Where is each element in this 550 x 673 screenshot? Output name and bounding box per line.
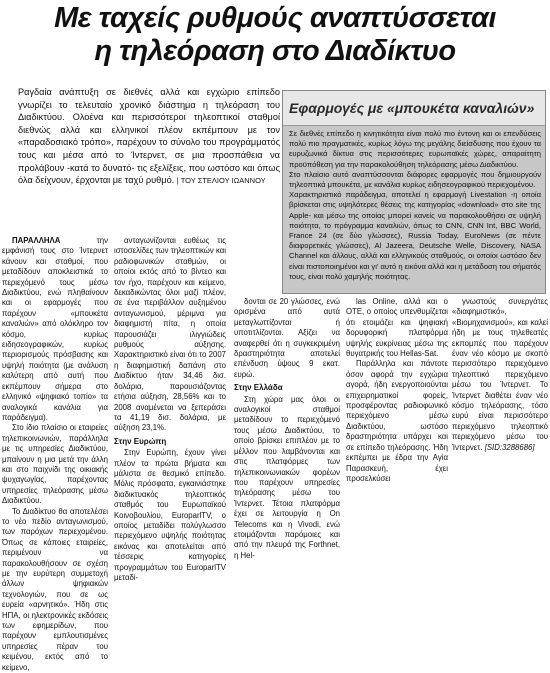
body-paragraph bbox=[452, 297, 548, 453]
subheading: Στην Ελλάδα bbox=[234, 383, 283, 393]
body-column-2 bbox=[114, 236, 226, 583]
body-column-1 bbox=[2, 236, 108, 673]
body-column-3 bbox=[234, 297, 340, 561]
body-column-4 bbox=[346, 297, 448, 484]
body-paragraph: Παράλληλα και πάντοτε όσον αφορά την εγχώρια αγορά, ήδη ενεργοποιούνται επιχειρηματικοί φορείς, προσφέροντας ραδιοφωνικό περιεχόμενο μέσω Διαδικτύου, ωστόσο δραστηριότητα υπάρχει και σε επίπεδο τηλεόρασης. Ήδη εκπέμπει με έδρα την Αγία Παρασκευή, έχει προσελκύσει bbox=[346, 359, 448, 483]
body-column-5 bbox=[452, 297, 548, 453]
body-paragraph: Στη χώρα μας όλοι οι αναλογικοί σταθμοί μεταδίδουν το περιεχόμενό τους μέσω Διαδικτύου, το οποίο βρίσκει επιπλέον με το μέλλον που λαμβάνονται και στις πλατφόρμες των τηλεπικοινωνιακών φορέων που παρέχουν υπηρεσίες τηλεόρασης μέσω του Ίντερνετ. Τέτοια πλατφόρμα έχει σε λειτουργία η On Telecoms και η Vivodi, ενώ ετοιμάζονται παρόμοιες και από την πλευρά της Forthnet, η Hel- bbox=[234, 394, 340, 560]
body-paragraph: δονται σε 20 γλώσσες, ενώ ορισμένα από αυτά μεταγλωττίζονται ή υποτιτλίζονται. Αξίζει να αναφερθεί ότι η συγκεκριμένη δραστηριότητα αποτελεί επένδυση ύψους 9 εκατ. ευρώ. bbox=[234, 297, 340, 379]
lead-credit-text: ΤΟΥ ΣΤΕΛΙΟΥ ΙΩΑΝΝΟΥ bbox=[180, 176, 266, 186]
lead-text: Ραγδαία ανάπτυξη σε διεθνές αλλά και εγχώριο επίπεδο γνωρίζει το τελευταίο χρονικό διάστημα η τηλεόραση του Διαδικτύου. Ολοένα και περισσότεροι τηλεοπτικοί σταθμοί διεθνώς αλλά και ελληνικοί πλέον εκπέμπουν με τον «παραδοσιακό τρόπο», παρέχουν το σύνολο του προγράμματός τους και μέσα από το Ίντερνετ, σε μια προσπάθεια να προλάβουν -κατά το δυνατό- τις εξελίξεις, που ωστόσο και όπως όλα δείχνουν, έρχονται με ταχύ ρυθμό. bbox=[18, 87, 280, 186]
inset-box bbox=[282, 90, 546, 294]
body-paragraph: las Online, αλλά και ο ΟΤΕ, ο οποίος υπενθυμίζεται ότι ετοιμάζει και ψηφιακή δορυφορική πλατφόρμα υψηλής ευκρίνειας μέσω της θυγατρικής του Hellas-Sat. bbox=[346, 297, 448, 359]
inset-body bbox=[289, 129, 541, 282]
inset-paragraph: Σε διεθνές επίπεδο η κινητικότητα είναι πολύ πιο έντονη και οι επενδύσεις πολύ πιο πραγματικές, κυρίως λόγω της μεγάλης διείσδυσης που έχουν τα ευρυζωνικά δίκτυα στις περισσότερες ευρωπαϊκές χώρες, απαραίτητη προϋπόθεση για την παρακολούθηση τηλεόρασης μέσω Διαδικτύου. bbox=[289, 129, 541, 169]
inset-title: Εφαρμογές με «μπουκέτα καναλιών» bbox=[289, 100, 535, 116]
inset-paragraph: Στο πλαίσιο αυτό αναπτύσσονται διάφορες εφαρμογές που δημιουργούν τηλεοπτικά μπουκέτα, με κανάλια κυρίως ειδησεογραφικού περιεχομένου. bbox=[289, 169, 541, 190]
body-text: την εμφάνισή τους στο Ίντερνετ κάνουν και σταθμοί, που μεταδίδουν αποκλειστικά το περιεχόμενό τους μέσω Διαδικτύου, ενώ πληθαίνουν και οι εφαρμογές που παρέχουν «μπουκέτα καναλιών» από ολόκληρο τον κόσμο, κυρίως ειδησεογραφικών, κυρίως περιορισμούς πρόσβασης και υψηλή ποιότητα (με ανάλυση καλύτερη από αυτή που εκπέμπουν σήμερα στο ελληνικό «ψηφιακό τοπίο» τα αναλογικά κανάλια για παράδειγμα). bbox=[2, 236, 108, 422]
lead-paragraph bbox=[18, 86, 280, 188]
body-paragraph: Στην Ευρώπη, έχουν γίνει πλέον τα πρώτα βήματα και μάλιστα σε θεσμικό επίπεδο. Μόλις πρόσφατα, εγκαινιάστηκε διαδικτυακός τηλεοπτικός σταθμός του Ευρωπαϊκού Κοινοβουλίου, EuroparlTV, ο οποίος μεταδίδει πολύγλωσσο περιεχόμενο υψηλής ποιότητας εικόνας και αποτελείται από τέσσερις κατηγορίες προγραμμάτων του EuroparlTV μεταδί- bbox=[114, 448, 226, 582]
headline-line-1: Με ταχείς ρυθμούς αναπτύσσεται bbox=[54, 2, 496, 34]
article-headline bbox=[0, 2, 550, 68]
body-paragraph: Στο ίδιο πλαίσιο οι εταιρείες τηλεπικοινωνιών, παράλληλα με τις υπηρεσίες Διαδικτύου, μπαίνουν η μια μετά την άλλη και στο παιχνίδι της οικιακής ψυχαγωγίας, παρέχοντας υπηρεσίες τηλεόρασης μέσω Διαδικτύου. bbox=[2, 423, 108, 506]
body-paragraph: Το Διαδίκτυο θα αποτελέσει το νέο πεδίο ανταγωνισμού, των παρόχων περιεχομένου. Όπως σε κάποιες εταιρείες, περιμένουν να παρακολουθήσουν σε σχέση με την ευρύτερη συμμετοχή άλλων ψηφιακών τεχνολογιών, που σε ως ευρεία «αρνητικό». Ήδη στις ΗΠΑ, οι ηλεκτρονικές εκδόσεις των εφημερίδων, που παρέχουν εμπλουτισμένες υπηρεσίες πέραν του κειμένου, εκτός από το κείμενο, bbox=[2, 506, 108, 672]
body-paragraph bbox=[2, 236, 108, 423]
subheading: Στην Ευρώπη bbox=[114, 436, 167, 446]
lead-credit: | ΤΟΥ ΣΤΕΛΙΟΥ ΙΩΑΝΝΟΥ bbox=[176, 176, 266, 186]
inset-paragraph: Χαρακτηριστικό παράδειγμα, αποτελεί η εφαρμογή Livestation -η οποία βρίσκεται στις υψηλότερες θέσεις της κατηγορίας «download» στο site της Apple- και μέσω της οποίας μπορεί κανείς να παρακολουθήσει σε υψηλή ποιότητα, το πρόγραμμα καναλιών, όπως το CNN, CNN Int, BBC World, France 24 (σε δύο γλώσσες), Russia Today, EuroNews (σε πέντε διαφορετικές γλώσσες), Al Jazeera, Deutsche Welle, Discovery, NASA Channel και άλλους, αλλά και ελληνικούς σταθμούς, οι οποίοι ωστόσο δεν είναι πιστοποιημένοι και γι' αυτό η εικόνα αλλά και η μετάδοση του σήματός τους, είναι πολύ χαμηλής ποιότητας. bbox=[289, 190, 542, 281]
inset-title-bar bbox=[283, 91, 545, 126]
body-paragraph: ανταγωνίζονται ευθέως τις ιστοσελίδες των τηλεοπτικών και ραδιοφωνικών σταθμών, οι οποίοι εκτός από το βίντεο και τον ήχο, παρέχουν και κείμενο, δεκαδικώντας όλοι μαζί πλέον, σε ένα περιβάλλον αυξημένου ανταγωνισμού, μέριμνα για διαφημιστή πίτα, η οποία παρουσιάζει ιλιγγιώδεις ρυθμούς αύξησης. Χαρακτηριστικό είναι ότι το 2007 η διαφημιστική δαπάνη στο Διαδίκτυο ήταν 34,46 δισ. δολάρια, παρουσιάζοντας ετήσια αύξηση, 28,56% και το 2008 αναμένεται να ξεπεράσει τα 41,19 δισ. δολάρια, με αύξηση 23,1%. bbox=[114, 236, 226, 433]
section-label: ΠΑΡΑΛΛΗΛΑ bbox=[12, 236, 61, 245]
body-text: γνωστούς συνεργάτες «διαφημιστικό», «Βιομηχανισμού», και καλεί ήδη με τους τηλεθεατές εκπομπές που παρέχουν έναν νέο κόσμο με σκοπό περισσότερο περιεχόμενο τηλεοπτικό περιεχόμενο μέσω του Ίντερνετ. Το Ίντερνετ διαθέτει έναν νέο κόσμο τηλεόρασης, τόσο ευρύ είναι περισσότερο περιεχόμενο τηλεοπτικό περιεχόμενο μέσω του Ίντερνετ. bbox=[452, 297, 548, 452]
story-id: [SID:3288686] bbox=[484, 442, 535, 452]
headline-line-2: η τηλεόραση στο Διαδίκτυο bbox=[94, 35, 456, 67]
